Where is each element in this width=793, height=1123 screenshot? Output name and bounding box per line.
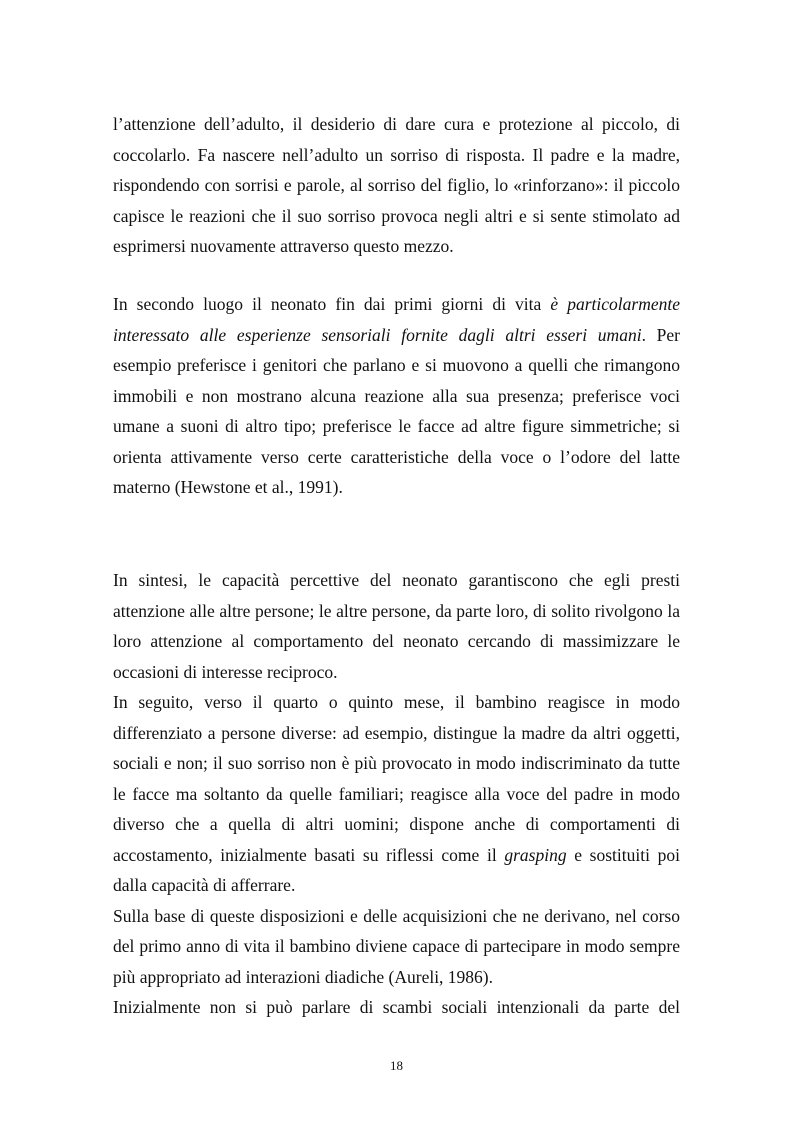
text-line: esempio preferisce i genitori che parlano e si muovono a quelli che rimangono xyxy=(113,355,680,375)
page-number: 18 xyxy=(390,1058,403,1073)
text-line: l’attenzione dell’adulto, il desiderio di dare cura e protezione al piccolo, di xyxy=(113,114,680,134)
paragraph-sensory-interest xyxy=(113,289,680,503)
text-line: Inizialmente non si può parlare di scambi sociali intenzionali da parte del xyxy=(113,997,680,1017)
text-line: le facce ma soltanto da quelle familiari; reagisce alla voce del padre in modo xyxy=(113,783,680,804)
paragraph-smile-response xyxy=(113,109,680,262)
text-line: esprimersi nuovamente attraverso questo mezzo. xyxy=(113,236,454,256)
text-line: In sintesi, le capacità percettive del neonato garantiscono che egli presti xyxy=(113,570,680,590)
text-line: immobili e non mostrano alcuna reazione alla sua presenza; preferisce voci xyxy=(113,385,680,406)
text-run: e sostituiti poi xyxy=(566,844,680,865)
text-line: capisce le reazioni che il suo sorriso provoca negli altri e si sente stimolato ad xyxy=(113,205,680,226)
text-run: In secondo luogo il neonato fin dai primi giorni di vita xyxy=(113,294,551,314)
text-line: differenziato a persone diverse: ad esempio, distingue la madre da altri oggetti, xyxy=(113,722,680,743)
text-line: loro attenzione al comportamento del neonato cercando di massimizzare le xyxy=(113,631,680,651)
text-line xyxy=(113,320,680,351)
text-line: rispondendo con sorrisi e parole, al sorriso del figlio, lo «rinforzano»: il piccolo xyxy=(113,175,680,195)
text-line xyxy=(113,840,680,871)
italic-text-run: grasping xyxy=(504,844,567,865)
text-line xyxy=(113,289,680,320)
text-line: occasioni di interesse reciproco. xyxy=(113,661,338,682)
text-line: attenzione alle altre persone; le altre persone, da parte loro, di solito rivolgono la xyxy=(113,600,680,621)
text-line: materno (Hewstone et al., 1991). xyxy=(113,477,343,497)
paragraph-synthesis xyxy=(113,565,680,1023)
text-line: più appropriato ad interazioni diadiche (Aureli, 1986). xyxy=(113,966,494,987)
text-line: sociali e non; il suo sorriso non è più provocato in modo indiscriminato da tutte xyxy=(113,753,680,773)
text-line: orienta attivamente verso certe caratteristiche della voce o l’odore del latte xyxy=(113,446,680,467)
text-line: umane a suoni di altro tipo; preferisce le facce ad altre figure simmetriche; si xyxy=(113,416,680,436)
text-run: . Per xyxy=(641,324,681,345)
italic-text-run: è particolarmente xyxy=(550,294,680,314)
italic-text-run: interessato alle esperienze sensoriali fornite dagli altri esseri umani xyxy=(113,324,642,345)
text-line: diverso che a quella di altri uomini; dispone anche di comportamenti di xyxy=(113,814,680,834)
text-line: coccolarlo. Fa nascere nell’adulto un sorriso di risposta. Il padre e la madre, xyxy=(113,144,680,165)
text-line: In seguito, verso il quarto o quinto mese, il bambino reagisce in modo xyxy=(113,692,680,712)
text-line: del primo anno di vita il bambino diviene capace di partecipare in modo sempre xyxy=(113,936,680,956)
text-line: dalla capacità di afferrare. xyxy=(113,875,296,895)
text-run: accostamento, inizialmente basati su riflessi come il xyxy=(113,844,505,865)
text-line: Sulla base di queste disposizioni e delle acquisizioni che ne derivano, nel corso xyxy=(113,905,680,926)
